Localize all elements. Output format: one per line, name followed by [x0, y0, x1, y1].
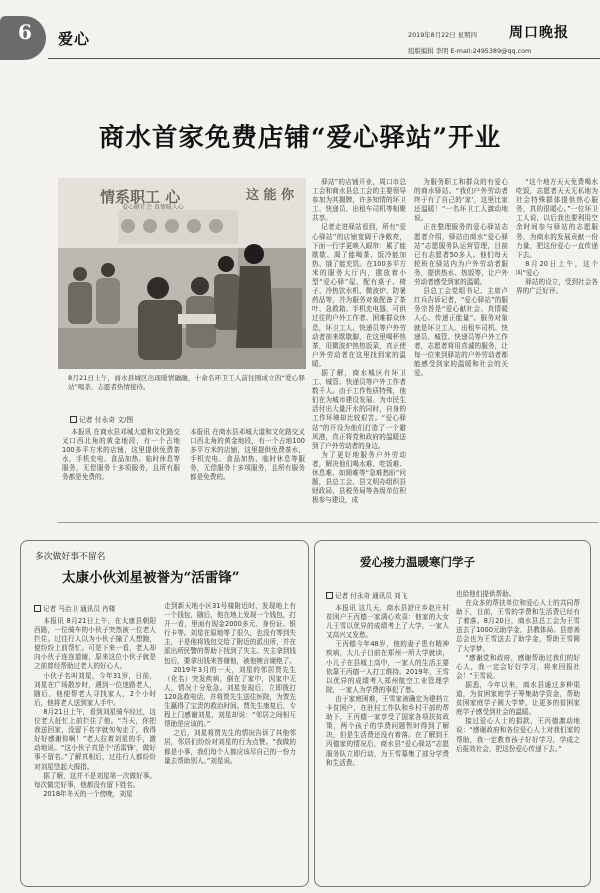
story2-col-2: 也给他们提供帮助。 在众多的帮扶单位和爱心人士的共同帮助下，目前，王雪的学费和生活费已经有了着落。8月20日，商水县总工会为王雪送去了1000元助学金，县教体局、县慈善总会也为王雪送去了助学金，帮助王雪圆了大学梦。 “感谢党和政府，感谢帮助过我们的好心人，我一定会好好学习，将来回报社会！”王雪说。 据悉，今年以来，商水县通过多种渠道，为贫困家庭学子筹集助学资金，帮助贫困家庭学子圆大学梦，让更多的贫困家庭学子感受到社会的温暖。 接过爱心人士的捐款，王丙德激动地说：“感谢政府和各位爱心人士对我们家的帮助，我一定教育孩子好好学习，学成之后报效社会，把这份爱心传递下去。” — [456, 590, 580, 753]
paper-name: 周口晚报 — [509, 25, 569, 41]
editor-line: 组版编辑 李明 E-mail:2495389@qq.com — [408, 47, 532, 55]
news-photo — [58, 178, 306, 369]
main-col-1b: 本报讯 在商水县邓城大道和文化路交叉口西北角的黄金地段，有一个占地100多平方米的店铺，这里提供免费茶水，手机充电、食品加热、临时休息等服务，无偿服务十多项服务，且所有服务都是免费的。 — [190, 428, 305, 482]
photo-sign-1: 情系职工 心 — [100, 188, 181, 206]
story1-col-2: 走到新天地小区31号楼附近时，发现地上有一个钱包，随后，他在地上发现一个钱包，打开一看，里面有现金2000多元、身份证、银行卡等。刘星在原地等了很久，也没有等到失主，于是他将钱包交给了附近的派出所，并在派出所民警的帮助下找到了失主。失主拿到钱包后，要拿出钱来答谢他，被他婉言谢绝了。 2019年3月的一天，刘星的邻居贾先生（化名）突发疾病，倒在了家中，因家中无人，情况十分危急。刘星发现后，立即拨打120急救电话，并将贾先生送往医院，为贾先生赢得了宝贵的救治时间。贾先生康复后，专程上门感谢刘星，刘星却说：“邻居之间相互帮助是应该的。” 之后，刘星将贾先生的情况告诉了其他邻居，邻居们纷纷对刘星的行为点赞。“我做的都是小事，我们每个人都应该尽自己的一份力量去帮助别人。”刘星说。 — [164, 602, 296, 765]
main-col-4: “这个地方天天免费喝水吃饭，志愿者天天无私地为社会特殊群体提供热心服务，真的很暖心。”一位环卫工人说，以后我也要利用空余时间参与驿站的志愿服务，为商水的发展贡献一份力量，把这份爱心一直传递下去。 8月20日上午，这个叫“爱心 驿站的设立，受到社会各界的广泛好评。 — [516, 178, 598, 296]
main-headline: 商水首家免费店铺“爱心驿站”开业 — [98, 123, 502, 153]
photo-caption: 8月21日上午，商水县城区出现暖情融融，十余名环卫工人前往刚成立的“爱心驿站”喝茶，志愿者热情接待。 — [68, 374, 305, 391]
photo-sign-2: 爱心献社会 真情暖人心 — [122, 204, 184, 211]
date-line: 2019年8月22日 星期四 — [408, 31, 477, 39]
story1-col-1: 本报讯 8月21日上午，在太康县朝阳西路，一位骑车的小伙子突然被一位老人拦住。过往行人以为小伙子撞了人想跑，便纷纷上前帮忙。可是下来一看，老人却向小伙子连连道谢，原来这位小伙子就是之前曾经帮助过老人的好心人。 小伙子名叫刘星，今年31岁，日前，刘星在广场散步时，遇到一位迷路老人，随后，他便帮老人寻找家人，2个小时后，他将老人送到家人手中。 8月21日上午，看到刘星骑车经过，这位老人赶忙上前拦住了他。“当天，你把我送回家，没留下名字就匆匆走了，我得好好感谢你啊！”老人拉着刘星的手，激动地说。“这小伙子真是个‘活雷锋’，做好事不留名。”了解真相后，过往行人都纷纷对刘星竖起大拇指。 据了解，这并不是刘星第一次做好事。每次做完好事，他都没有留下姓名。 2018年冬天的一个傍晚，刘星 — [34, 617, 156, 798]
main-byline: 记者 付永奇 文/图 — [70, 414, 133, 424]
section-title: 爱心 — [58, 30, 91, 48]
photo-sign-3: 这 能 你 — [246, 188, 295, 203]
story2-title: 爱心接力温暖寒门学子 — [360, 555, 475, 569]
story1-title: 太康小伙刘星被誉为“活雷锋” — [62, 570, 240, 586]
section-divider — [58, 522, 598, 523]
main-col-2: 驿站”的店铺开业，周口市总工会和商水县总工会的主要领导参加为其揭牌，许多知情的环卫工、快递员、出租车司机等相聚共享。 记者走进驿站看到，所有“爱心驿站”的店铺宽阔干净敞亮，下面一行字更映入眼帘：累了能歇歇、渴了能喝茶、饭冷能加热、饿了能充饥。在100多平方米的服务大厅内，摆放着小型“爱心驿”屋，配有桌子、椅子、冷热饮水机、微波炉、防暑药品等，并为服务对象配备了茶叶、急救箱、手机充电器，可供过往的户外工作者、困难群众休息，环卫工人、快递员等户外劳动者前来歇歇脚，在这里喝杯热茶，用微波炉热热饭菜，真正使户外劳动者在这里找到家的温暖。 据了解，商水城区有环卫工、城管、快递员等户外工作者数千人。由于工作性质特殊，他们在为城市建设发展、为市民生活付出大量汗水的同时，自身的工作环境却比较艰苦。“爱心驿站”的开设为他们打造了一个避风港，真正将党和政府的温暖送到了户外劳动者的身边。 为了更好地服务户外劳动者，解决他们喝水难、吃饭难、休息难、如厕难等“急难愁盼”问题，县总工会、县文明办组织县财政局、县税务局等各级单位积极参与建设，成 — [312, 178, 406, 505]
story2-col-1: 本报讯 这几天，商水县舒庄乡赵庄村贫困户王丙德一家满心欢喜：他家的大女儿王雪以优异的成绩考上了大学，一家人又高兴又发愁。 王丙德今年48岁，他的妻子患有精神疾病，大儿子目前在郑州一所大学就读，小儿子在县城上高中，一家人的生活主要依靠王丙德一人打工维持。2019年，王雪以优异的成绩考入郑州航空工业管理学院，一家人为学费的事犯了愁。 由于家庭困难，王雪家被确定为建档立卡贫困户，在驻村工作队和乡村干部的帮助下，王丙德一家享受了国家各项扶贫政策，两个孩子的学费问题暂时得到了解决，但是生活费还没有着落。在了解到王丙德家的情况后，商水县“爱心驿站”志愿服务队立即行动，为王雪募集了部分学费和生活费。 — [326, 604, 449, 767]
story1-byline: 记者 马治卫 通讯员 肖楼 — [34, 603, 115, 613]
header-rule — [48, 58, 600, 59]
main-col-1a: 本报讯 在商水县邓城大道和文化路交叉口西北角的黄金地段，有一个占地100多平方米的店铺，这里提供免费茶水，手机充电、食品加热、临时休息等服务，无偿服务十多项服务，且所有服务都是免费的。 — [62, 428, 180, 482]
page-number: 6 — [18, 20, 32, 44]
story2-byline: 记者 付永奇 通讯员 刘飞 — [326, 590, 407, 600]
story1-kicker: 多次做好事不留名 — [35, 552, 106, 562]
main-col-3: 为服务职工和群众的有爱心的商水驿站。“我们户外劳动者终于有了自己的‘家’，这里比家还温暖！”一名环卫工人激动地说。 正在整理服务的爱心驿站志愿者介绍，驿站由商水“爱心驿站”志愿服务队运营管理，目前已有志愿者50多人。他们每天轮班在驿站内为户外劳动者服务，提供热水、热饭等，让户外劳动者感受到家的温暖。 县总工会党组书记、主席卢红兵告诉记者，“爱心驿站”的服务宗旨是“爱心献社会、真情暖人心、传递正能量”。服务对象就是环卫工人、出租车司机、快递员、城管、快递员等户外工作者，志愿者将用真诚的服务，让每一位来到驿站的户外劳动者都能感受到家的温暖和社会的关爱。 — [414, 178, 508, 377]
